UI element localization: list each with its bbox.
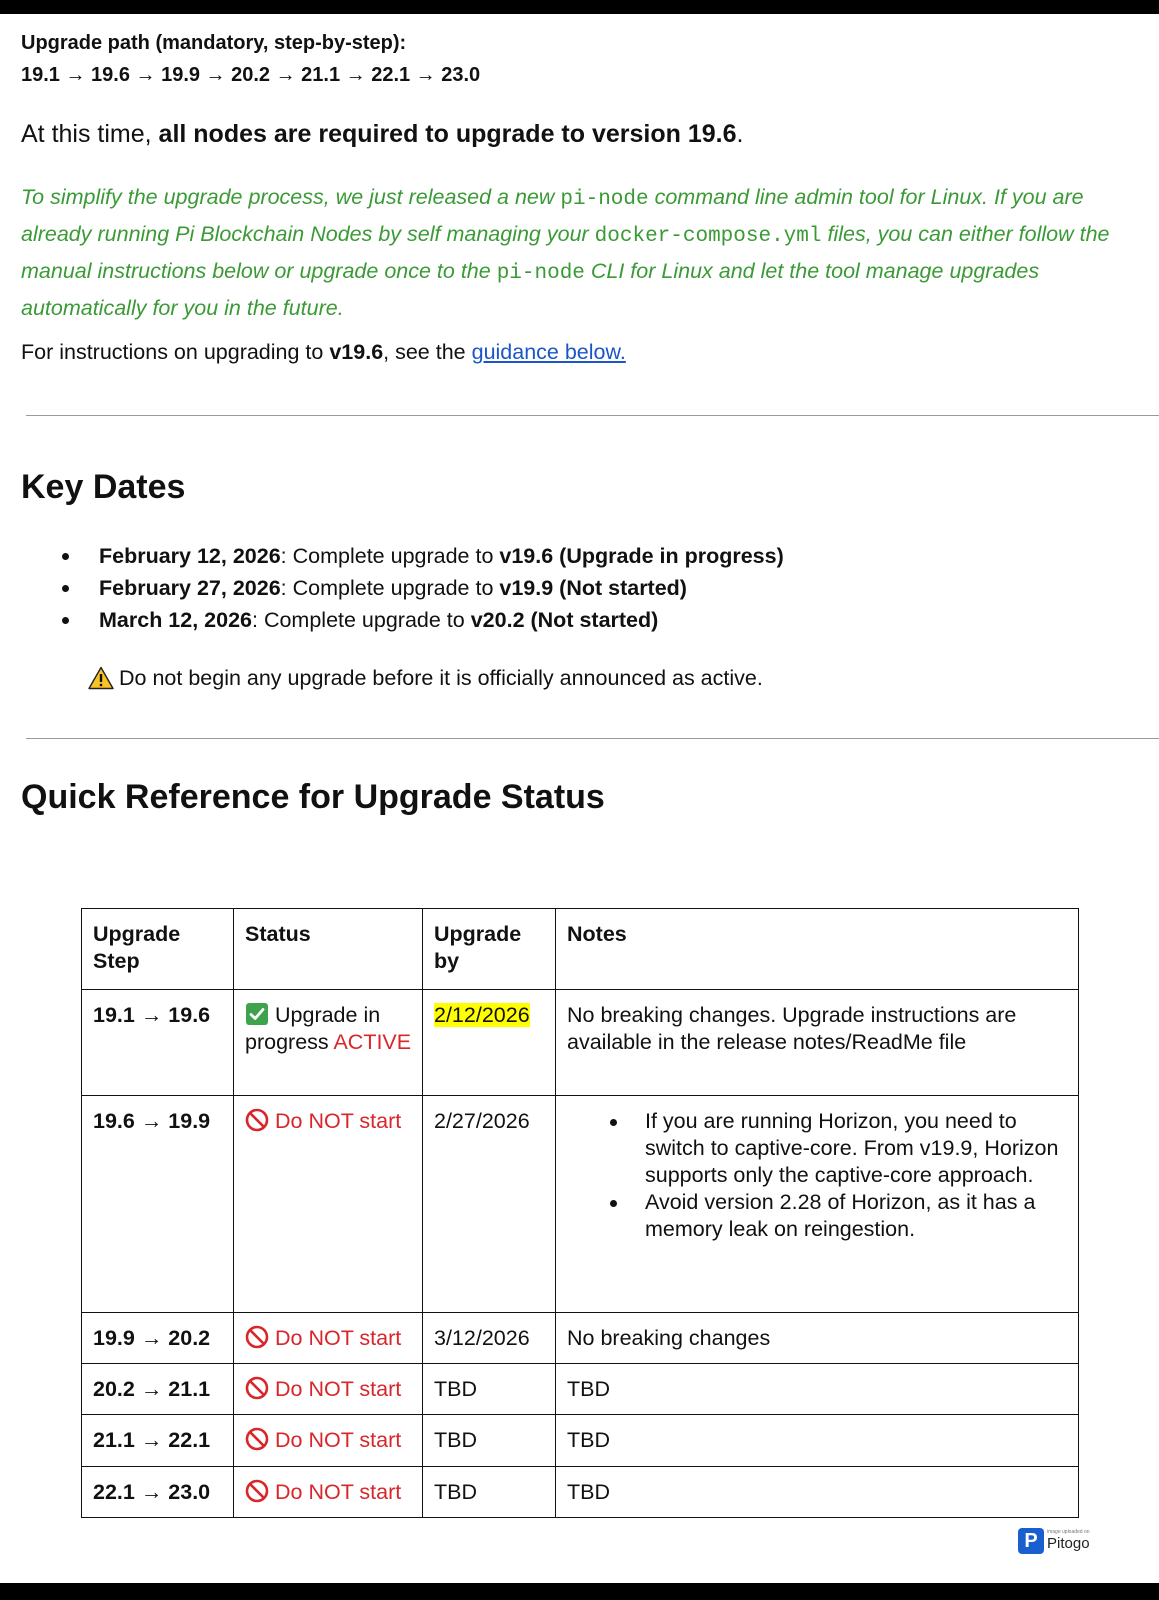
table-row [82, 1313, 1079, 1364]
upgrade-by-cell: TBD [423, 1364, 556, 1415]
key-date-item: February 27, 2026: Complete upgrade to v19.9 (Not started) [60, 572, 784, 604]
pitogo-logo-icon: P [1018, 1528, 1044, 1554]
step-cell: 19.6 → 19.9 [82, 1096, 234, 1313]
table-header-row [82, 909, 1079, 990]
status-cell: Do NOT start [234, 1467, 423, 1518]
upgrade-path-sequence: 19.1 → 19.6 → 19.9 → 20.2 → 21.1 → 22.1 → 23.0 [21, 64, 481, 86]
key-date-item: March 12, 2026: Complete upgrade to v20.2 (Not started) [60, 604, 784, 636]
status-cell: Do NOT start [234, 1313, 423, 1364]
header-upgrade-by: Upgrade by [423, 909, 556, 990]
status-cell: Do NOT start [234, 1096, 423, 1313]
header-status: Status [234, 909, 423, 990]
status-cell: Do NOT start [234, 1415, 423, 1467]
step-cell: 19.1 → 19.6 [82, 990, 234, 1096]
instructions-line: For instructions on upgrading to v19.6, see the guidance below. [21, 340, 626, 364]
key-date-item: February 12, 2026: Complete upgrade to v19.6 (Upgrade in progress) [60, 540, 784, 572]
code-docker-compose: docker-compose.yml [594, 225, 822, 248]
upgrade-path-title: Upgrade path (mandatory, step-by-step): [21, 32, 407, 54]
guidance-link[interactable]: guidance below. [471, 340, 626, 364]
watermark-brand: Pitogo [1047, 1535, 1090, 1552]
quick-reference-heading: Quick Reference for Upgrade Status [21, 778, 605, 816]
table-row [82, 1096, 1079, 1313]
notes-cell: No breaking changes. Upgrade instructions are available in the release notes/ReadMe file [556, 990, 1079, 1096]
notes-cell: TBD [556, 1364, 1079, 1415]
upgrade-by-cell: TBD [423, 1415, 556, 1467]
top-black-bar [0, 0, 1159, 14]
bottom-black-bar [0, 1583, 1159, 1600]
upgrade-by-cell: TBD [423, 1467, 556, 1518]
key-dates-list [60, 540, 784, 636]
step-cell: 20.2 → 21.1 [82, 1364, 234, 1415]
active-label: ACTIVE [333, 1030, 412, 1054]
divider [26, 738, 1159, 739]
code-pi-node: pi-node [560, 188, 649, 211]
table-row [82, 1364, 1079, 1415]
prohibited-icon [245, 1376, 269, 1400]
step-cell: 21.1 → 22.1 [82, 1415, 234, 1467]
warning-note: Do not begin any upgrade before it is officially announced as active. [88, 664, 763, 692]
list-item: If you are running Horizon, you need to switch to captive-core. From v19.9, Horizon supports only the captive-core approach. [645, 1108, 1068, 1189]
upgrade-by-cell: 2/27/2026 [423, 1096, 556, 1313]
prohibited-icon [245, 1325, 269, 1349]
divider [26, 415, 1159, 416]
status-cell: Upgrade in progress ACTIVE [234, 990, 423, 1096]
table-row [82, 990, 1079, 1096]
upgrade-by-cell: 3/12/2026 [423, 1313, 556, 1364]
table-row [82, 1415, 1079, 1467]
key-dates-heading: Key Dates [21, 468, 186, 506]
notes-cell: TBD [556, 1467, 1079, 1518]
step-cell: 22.1 → 23.0 [82, 1467, 234, 1518]
step-cell: 19.9 → 20.2 [82, 1313, 234, 1364]
pi-node-tool-note: To simplify the upgrade process, we just released a new pi-node command line admin tool for Linux. If you are already running Pi Blockchain Nodes by self managing your docker-compose.yml files, you can either follow the manual instructions below or upgrade once to the pi-node CLI for Linux and let the tool manage upgrades automatically for you in the future. [21, 185, 1110, 320]
warning-icon [88, 666, 114, 690]
upgrade-status-table [81, 908, 1079, 1518]
prohibited-icon [245, 1479, 269, 1503]
list-item: Avoid version 2.28 of Horizon, as it has a memory leak on reingestion. [645, 1189, 1068, 1243]
upgrade-by-cell: 2/12/2026 [423, 990, 556, 1096]
prohibited-icon [245, 1108, 269, 1132]
upgrade-notice: At this time, all nodes are required to upgrade to version 19.6. [21, 120, 744, 148]
notes-cell: No breaking changes [556, 1313, 1079, 1364]
status-cell: Do NOT start [234, 1364, 423, 1415]
watermark-tagline: image uploaded on [1047, 1529, 1090, 1535]
header-notes: Notes [556, 909, 1079, 990]
table-row [82, 1467, 1079, 1518]
code-pi-node-cli: pi-node [496, 262, 585, 285]
check-icon [245, 1002, 269, 1026]
notes-cell: TBD [556, 1415, 1079, 1467]
prohibited-icon [245, 1427, 269, 1451]
notes-cell [556, 1096, 1079, 1313]
header-upgrade-step: Upgrade Step [82, 909, 234, 990]
